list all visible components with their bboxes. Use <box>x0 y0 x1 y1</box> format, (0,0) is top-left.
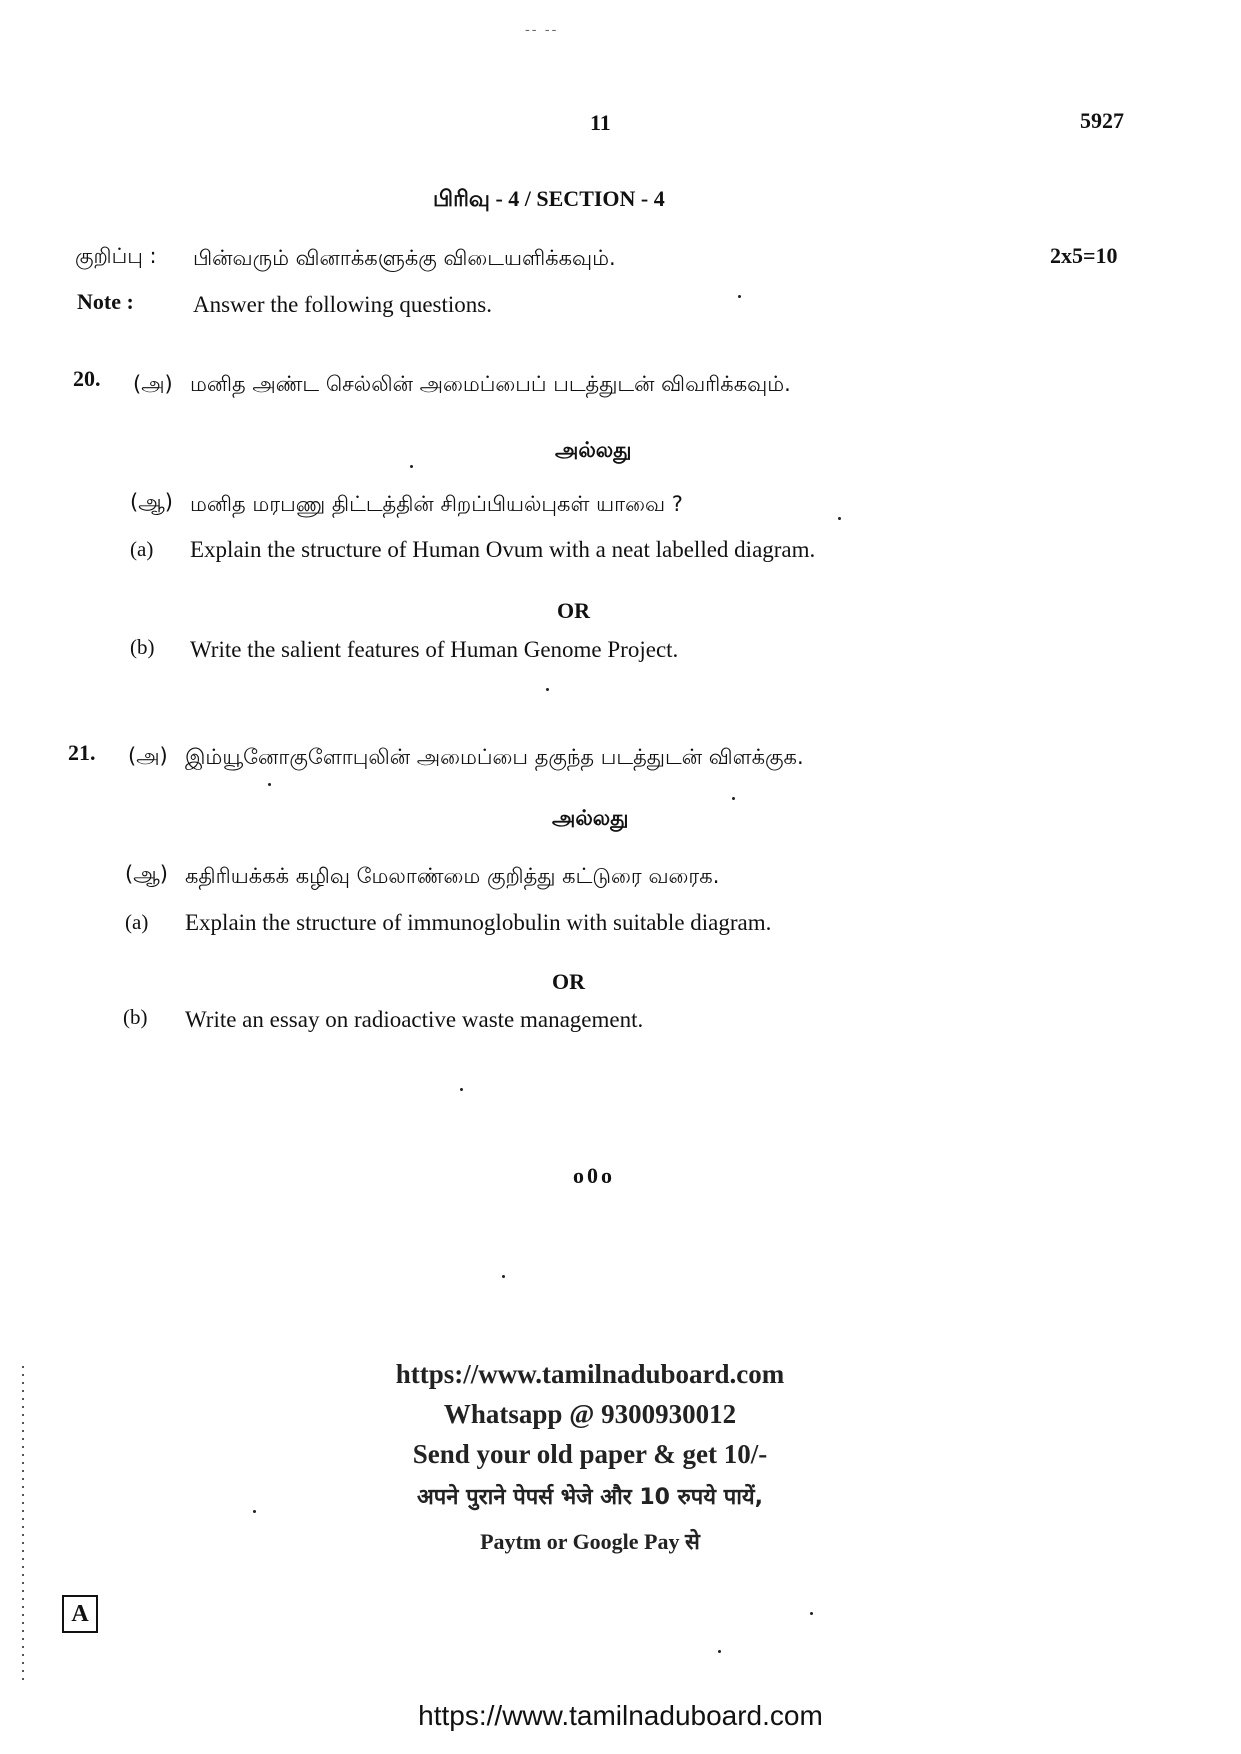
option-label: (b) <box>130 635 155 659</box>
end-mark: o0o <box>573 1163 615 1188</box>
note-en-label: Note : <box>77 289 134 314</box>
option-label: (ஆ) <box>130 490 173 514</box>
or-ta: அல்லது <box>555 438 632 462</box>
scan-speck <box>718 1650 721 1653</box>
note-ta-text: பின்வரும் வினாக்களுக்கு விடையளிக்கவும். <box>193 246 616 270</box>
promo-url: https://www.tamilnaduboard.com <box>395 1359 785 1389</box>
question-text-en-b: Write the salient features of Human Genome Project. <box>190 637 679 662</box>
scan-speck <box>460 1088 463 1091</box>
scan-speck <box>268 783 271 786</box>
scan-speck <box>732 797 735 800</box>
question-text-ta-b: மனித மரபணு திட்டத்தின் சிறப்பியல்புகள் யாவை ? <box>190 492 683 516</box>
promo-block <box>300 1354 880 1560</box>
promo-hindi: अपने पुराने पेपर्स भेजे और 10 रुपये पायें, <box>416 1485 764 1510</box>
option-label: (அ) <box>133 372 173 396</box>
option-label: (a) <box>130 537 154 561</box>
question-number: 21. <box>68 740 96 765</box>
marks-allocation: 2x5=10 <box>1050 243 1118 268</box>
scan-speck <box>810 1612 813 1615</box>
binding-edge <box>18 1360 30 1690</box>
scan-speck <box>546 688 549 691</box>
note-en-text: Answer the following questions. <box>193 292 492 317</box>
page-number: 11 <box>590 110 611 135</box>
paper-version-box: A <box>62 1595 98 1633</box>
bottom-url: https://www.tamilnaduboard.com <box>418 1700 823 1731</box>
promo-send: Send your old paper & get 10/- <box>412 1439 768 1469</box>
promo-whatsapp: Whatsapp @ 9300930012 <box>443 1399 737 1429</box>
scan-speck <box>738 295 741 298</box>
question-number: 20. <box>73 366 101 391</box>
paper-code: 5927 <box>1080 108 1124 133</box>
note-ta-label: குறிப்பு : <box>75 244 157 268</box>
question-text-en-b: Write an essay on radioactive waste management. <box>185 1007 644 1032</box>
or-en: OR <box>557 598 590 623</box>
question-text-en-a: Explain the structure of immunoglobulin with suitable diagram. <box>185 910 772 935</box>
option-label: (அ) <box>128 744 168 768</box>
option-label: (b) <box>123 1005 148 1029</box>
promo-pay: Paytm or Google Pay से <box>480 1529 700 1554</box>
option-label: (ஆ) <box>125 862 168 886</box>
scan-marks: -- -- <box>525 22 559 38</box>
question-text-ta-b: கதிரியக்கக் கழிவு மேலாண்மை குறித்து கட்டுரை வரைக. <box>185 864 720 888</box>
or-ta: அல்லது <box>552 806 629 830</box>
option-label: (a) <box>125 910 149 934</box>
section-title: பிரிவு - 4 / SECTION - 4 <box>433 186 665 211</box>
scan-speck <box>410 465 413 468</box>
question-text-en-a: Explain the structure of Human Ovum with a neat labelled diagram. <box>190 537 816 562</box>
scan-speck <box>253 1510 256 1513</box>
or-en: OR <box>552 969 585 994</box>
scan-speck <box>838 517 841 520</box>
scan-speck <box>502 1275 505 1278</box>
question-text-ta-a: மனித அண்ட செல்லின் அமைப்பைப் படத்துடன் விவரிக்கவும். <box>190 372 791 396</box>
question-text-ta-a: இம்யூனோகுளோபுலின் அமைப்பை தகுந்த படத்துடன் விளக்குக. <box>185 745 804 769</box>
